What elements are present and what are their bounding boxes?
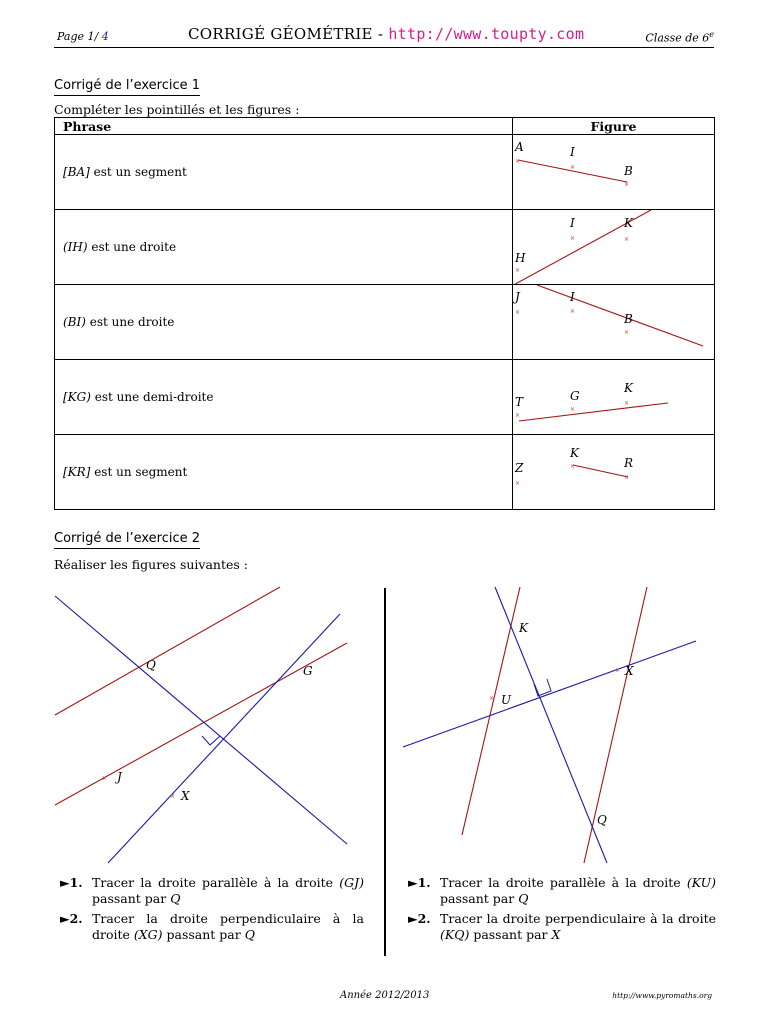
line-bi — [537, 285, 703, 346]
point-label: A — [515, 140, 524, 154]
line-through-q-parallel — [55, 587, 280, 715]
item-number: ►2. — [408, 911, 431, 926]
header-url-link[interactable]: http://www.toupty.com — [388, 25, 585, 43]
point-label: I — [570, 145, 575, 159]
item-math: (GJ) — [339, 875, 364, 890]
cross-marker: × — [570, 308, 576, 315]
cross-marker: × — [570, 463, 576, 470]
table-row — [55, 285, 715, 360]
figure-cell — [513, 135, 715, 210]
point-label: H — [515, 251, 526, 265]
point-label: X — [625, 664, 634, 678]
figure-cell — [513, 435, 715, 510]
table-row — [55, 135, 715, 210]
footer-url-link[interactable]: http://www.pyromaths.org — [612, 991, 712, 1000]
point-label: B — [624, 164, 633, 178]
phrase-math: (BI) — [63, 315, 86, 329]
exercise2-title: Corrigé de l’exercice 2 — [54, 531, 200, 549]
item-text-after: passant par — [162, 927, 245, 942]
item-math2: Q — [170, 891, 181, 906]
line-through-q-perpendicular — [55, 596, 347, 844]
phrase-math: [KG) — [63, 390, 91, 404]
right-angle-mark — [202, 736, 220, 745]
page-total-link[interactable]: 4 — [101, 30, 109, 43]
cross-marker: × — [615, 667, 621, 674]
point-label: U — [501, 693, 512, 707]
figure-segment-kr — [513, 435, 714, 509]
item-text — [440, 911, 716, 943]
point-label: Q — [146, 658, 156, 672]
point-label: B — [624, 312, 633, 326]
class-label — [645, 30, 714, 45]
footer-year: Année 2012/2013 — [340, 990, 430, 1001]
phrase-text: est une demi-droite — [90, 390, 214, 404]
phrase-text: est un segment — [89, 165, 187, 179]
item-text — [440, 875, 716, 907]
phrase-cell — [55, 210, 513, 285]
point-label: K — [519, 621, 528, 635]
line-through-x-perpendicular — [403, 641, 696, 747]
exercise2-left-figure — [50, 584, 380, 868]
cross-marker: × — [624, 236, 630, 243]
point-label: G — [303, 664, 313, 678]
point-label: Z — [515, 461, 524, 475]
page-title — [188, 25, 584, 43]
item-text-before: Tracer la droite perpendiculaire à la droite — [92, 911, 364, 942]
item-math: (KU) — [686, 875, 716, 890]
class-label-text: Classe de 6 — [645, 31, 710, 45]
page-title-text: CORRIGÉ GÉOMÉTRIE - — [188, 25, 384, 43]
figure-cell — [513, 285, 715, 360]
line-ku — [462, 587, 520, 835]
instruction-item — [60, 875, 370, 907]
cross-marker: × — [102, 775, 108, 782]
cross-marker: × — [624, 474, 630, 481]
point-label: J — [515, 290, 520, 304]
table-row — [55, 210, 715, 285]
item-math2: X — [551, 927, 561, 942]
item-text-after: passant par — [440, 891, 519, 906]
item-math: (KQ) — [440, 927, 470, 942]
col-figure-header: Figure — [513, 118, 715, 135]
phrase-math: [KR] — [63, 465, 91, 479]
item-math2: Q — [518, 891, 529, 906]
line-kq — [495, 587, 607, 863]
point-label: Q — [597, 813, 607, 827]
item-text-after: passant par — [92, 891, 171, 906]
figure-cell — [513, 210, 715, 285]
col-phrase-header: Phrase — [55, 118, 513, 135]
cross-marker: × — [489, 695, 495, 702]
item-number: ►1. — [408, 875, 431, 890]
page-number — [57, 30, 109, 43]
cross-marker: × — [515, 309, 521, 316]
item-text-before: Tracer la droite perpendiculaire à la droite — [440, 911, 716, 926]
item-math: (XG) — [133, 927, 163, 942]
point-label: T — [515, 395, 524, 409]
header-rule — [54, 47, 714, 48]
exercise1-instruction: Compléter les pointillés et les figures : — [54, 102, 300, 117]
figure-ray-kg — [513, 360, 714, 434]
item-text-after: passant par — [469, 927, 552, 942]
point-label: I — [570, 216, 575, 230]
cross-marker: × — [515, 480, 521, 487]
exercise2-instruction: Réaliser les figures suivantes : — [54, 557, 249, 572]
page-label: Page 1/ — [57, 30, 99, 43]
table-header-row — [55, 118, 715, 135]
phrase-text: est une droite — [85, 315, 175, 329]
figure-segment-ba — [513, 135, 714, 209]
right-angle-mark — [534, 679, 551, 696]
cross-marker: × — [624, 400, 630, 407]
figure-cell — [513, 360, 715, 435]
phrase-math: [BA] — [63, 165, 90, 179]
phrase-cell — [55, 135, 513, 210]
phrase-cell — [55, 360, 513, 435]
cross-marker: × — [515, 267, 521, 274]
item-number: ►1. — [60, 875, 83, 890]
phrase-text: est une droite — [87, 240, 177, 254]
item-math2: Q — [244, 927, 255, 942]
exercise2-right-figure — [398, 584, 708, 868]
cross-marker: × — [624, 329, 630, 336]
item-text-before: Tracer la droite parallèle à la droite — [92, 875, 340, 890]
item-text — [92, 875, 364, 907]
point-label: I — [570, 290, 575, 304]
cross-marker: × — [570, 235, 576, 242]
ray-kg — [519, 403, 668, 421]
column-separator — [384, 588, 386, 956]
point-label: J — [117, 770, 122, 784]
phrase-text: est un segment — [90, 465, 188, 479]
segment-kr — [573, 465, 628, 477]
phrase-math: (IH) — [63, 240, 88, 254]
cross-marker: × — [570, 406, 576, 413]
phrase-cell — [55, 435, 513, 510]
figure-line-ih — [513, 210, 714, 284]
point-label: K — [570, 446, 579, 460]
instruction-item — [408, 911, 716, 943]
item-text-before: Tracer la droite parallèle à la droite — [440, 875, 687, 890]
line-through-q-parallel — [584, 587, 647, 863]
point-label: R — [624, 456, 634, 470]
cross-marker: × — [515, 412, 521, 419]
figure-line-bi — [513, 285, 714, 359]
instruction-item — [60, 911, 370, 943]
point-label: K — [624, 216, 633, 230]
point-label: X — [181, 789, 190, 803]
exercise1-title: Corrigé de l’exercice 1 — [54, 78, 200, 96]
cross-marker: × — [515, 158, 521, 165]
class-label-sup: e — [709, 30, 714, 39]
point-label: K — [624, 381, 633, 395]
table-row — [55, 360, 715, 435]
item-number: ►2. — [60, 911, 83, 926]
cross-marker: × — [170, 793, 176, 800]
line-xg — [108, 614, 340, 863]
instruction-item — [408, 875, 716, 907]
cross-marker: × — [570, 164, 576, 171]
item-text — [92, 911, 364, 943]
point-label: G — [570, 389, 580, 403]
table-row — [55, 435, 715, 510]
exercise1-table — [54, 117, 715, 510]
cross-marker: × — [624, 181, 630, 188]
phrase-cell — [55, 285, 513, 360]
